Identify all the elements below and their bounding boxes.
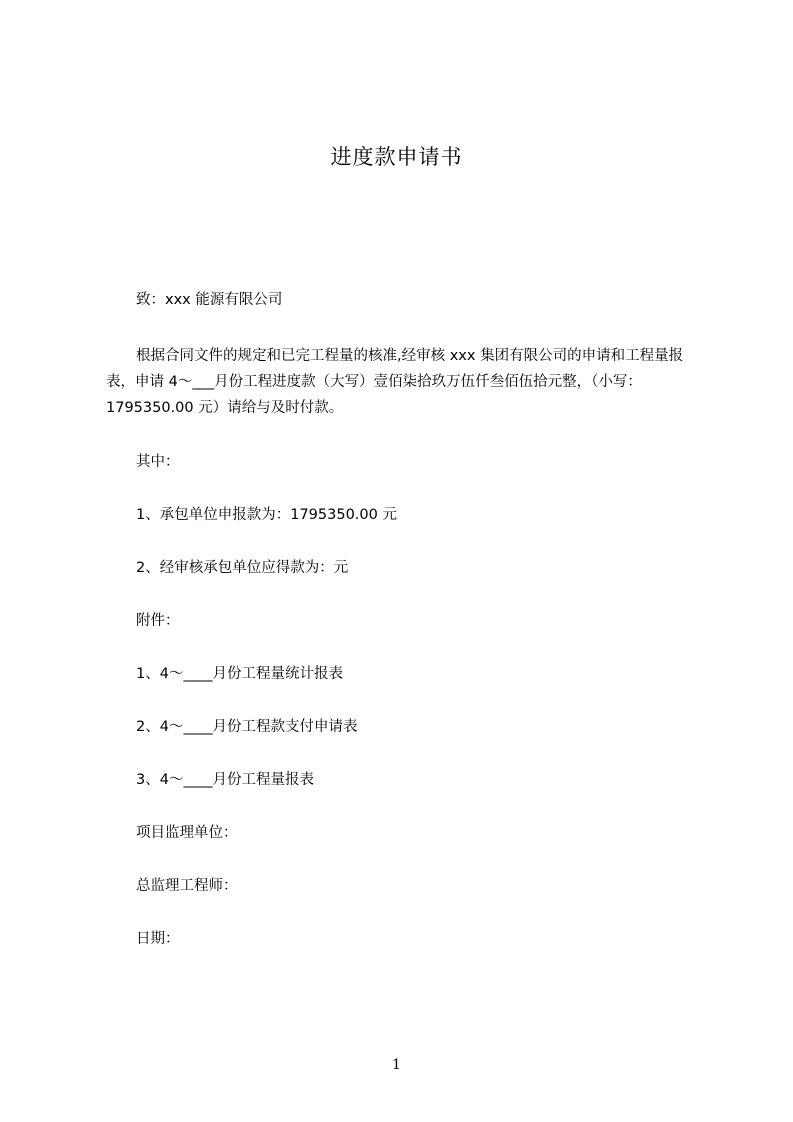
date-field: 日期： [136,931,180,947]
attachment-item-3: 3、4～____月份工程量报表 [136,772,314,788]
attachment-item-1: 1、4～____月份工程量统计报表 [136,666,343,682]
page-number: 1 [392,1057,401,1073]
breakdown-item-declared: 1、承包单位申报款为：1795350.00 元 [136,507,397,523]
body-paragraph [106,343,702,421]
document-title: 进度款申请书 [330,145,463,169]
breakdown-heading: 其中： [136,454,180,470]
supervision-unit-field: 项目监理单位： [136,825,238,841]
attachments-heading: 附件： [136,613,180,629]
chief-supervisor-field: 总监理工程师： [136,878,238,894]
breakdown-item-approved: 2、经审核承包单位应得款为：元 [136,560,349,576]
body-paragraph-text: 根据合同文件的规定和已完工程量的核准,经审核 xxx 集团有限公司的申请和工程量报表，申请 4～___月份工程进度款（大写）壹佰柒拾玖万伍仟叁佰伍拾元整，（小写：1795350.00 元）请给与及时付款。 [106,348,684,416]
addressee-line: 致：xxx 能源有限公司 [136,292,283,308]
attachment-item-2: 2、4～____月份工程款支付申请表 [136,719,358,735]
